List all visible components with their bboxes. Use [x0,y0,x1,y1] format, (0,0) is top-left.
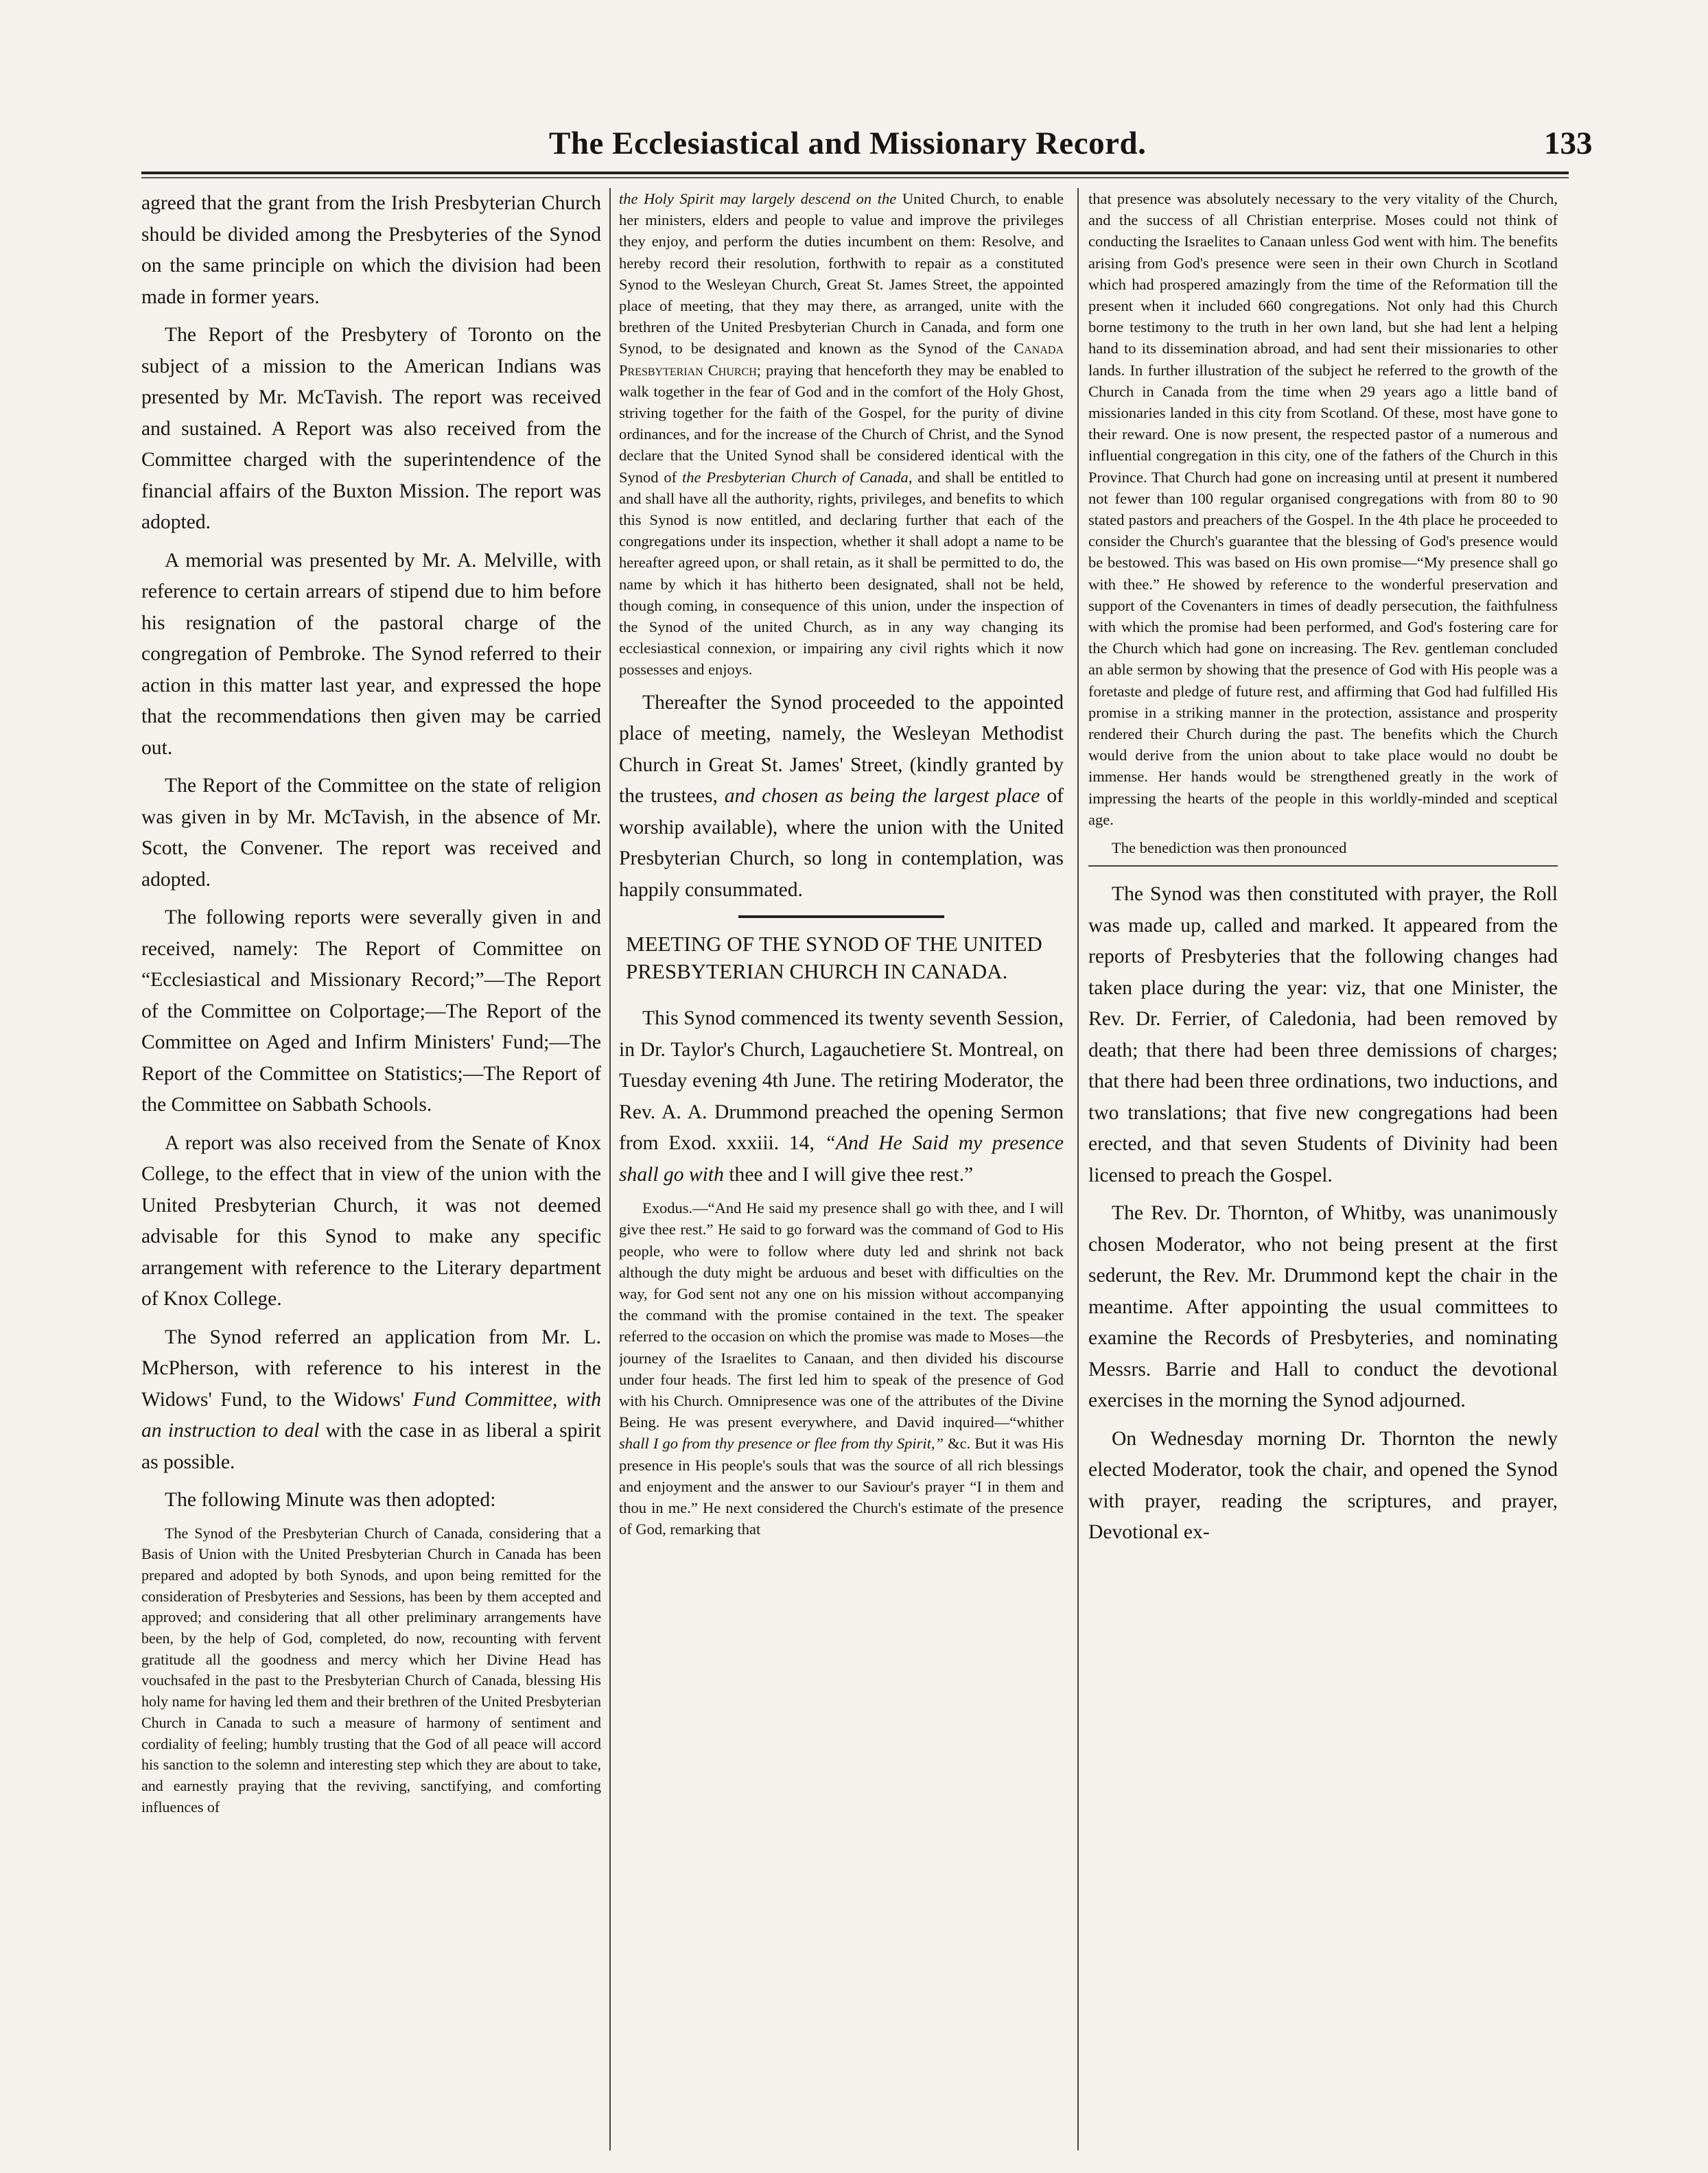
paragraph [619,1003,1064,1190]
header-rule-thin [141,177,1569,178]
page-number: 133 [1544,126,1593,161]
italic-run: Fund Committee, with an instruction to deal [141,1388,601,1442]
paragraph [141,1322,601,1479]
paragraph: A report was also received from the Senate of Knox College, to the effect that in view of the union with the United Presbyterian Church, it was not deemed advisable for this Synod to make any specific arrangement with reference to the Literary department of Knox College. [141,1131,601,1310]
text-run: Thereafter the Synod proceeded to the appointed place of meeting, namely, the Wesleyan Methodist Church in Great St. James' Street, (kindly granted by the trustees, [619,691,1064,808]
section-divider [738,915,944,918]
running-title: The Ecclesiastical and Missionary Record. [549,126,1147,161]
minute-continuation [619,188,1064,681]
paragraph: The Rev. Dr. Thornton, of Whitby, was unanimously chosen Moderator, who not being present at the first sederunt, the Rev. Mr. Drummond kept the chair in the meantime. After appointing the usual committees to examine the Records of Presbyteries, and nominating Messrs. Barrie and Hall to conduct the devotional exercises in the morning the Synod adjourned. [1088,1202,1558,1412]
paragraph: agreed that the grant from the Irish Presbyterian Church should be divided among the Presbyteries of the Synod on the same principle on which the division had been made in former years. [141,192,601,308]
text-run: The Synod referred an application from Mr. L. McPherson, with reference to his interest in the Widows' Fund, to the Widows' [141,1326,601,1411]
paragraph: The following Minute was then adopted: [165,1489,496,1511]
column-3 [1088,188,1558,2150]
header-rule [141,172,1569,174]
paragraph: The Report of the Committee on the state of religion was given in by Mr. McTavish, in the absence of Mr. Scott, the Convener. The report was received and adopted. [141,775,601,891]
separator [1088,865,1558,867]
paragraph: The benediction was then pronounced [1112,839,1347,857]
paragraph: On Wednesday morning Dr. Thornton the newly elected Moderator, took the chair, and opened the Synod with prayer, reading the scriptures, and prayer, Devotional ex- [1088,1427,1558,1544]
paragraph: The following reports were severally given in and received, namely: The Report of Committee on “Ecclesiastical and Missionary Record;”—The Report of the Committee on Colportage;—The Report of the Committee on Aged and Infirm Ministers' Fund;—The Report of the Committee on Statistics;—The Report of the Committee on Sabbath Schools. [141,906,601,1116]
text-run: United Church, to enable her ministers, elders and people to value and improve the privileges they enjoy, and perform the duties incumbent on them: Resolve, and hereby record their resolution, forthwith to repair as a constituted Synod to the Wesleyan Church, Great St. James Street, the appointed place of meeting, that they may there, as arranged, unite with the brethren of the United Presbyterian Church in Canada, and form one Synod, to be designated and known as the Synod of the [619,190,1064,357]
paragraph [619,688,1064,906]
sermon-continuation: that presence was absolutely necessary to the very vitality of the Church, and the success of all Christian enterprise. Moses could not think of conducting the Israelites to Canaan unless God went with him. The benefits arising from God's presence were seen in their own Church in Scotland which had prospered amazingly from the time of the Reformation till the present when it included 660 congregations. Not only had this Church borne testimony to the truth in her own land, but she had lent a helping hand to its dissemination abroad, and had sent their missionaries to other lands. In further illustration of the subject he referred to the growth of the Church in Canada from the time when 29 years ago a little band of missionaries landed in this city from Scotland. Of these, most have gone to their reward. One is now present, the respected pastor of a numerous and influential congregation in this city, one of the fathers of the Church in this Province. That Church had gone on increasing until at present it numbered not fewer than 100 regular organised congregations with from 80 to 90 stated pastors and preachers of the Gospel. In the 4th place he proceeded to consider the Church's guarantee that the blessing of God's presence would be bestowed. This was based on His own promise—“My presence shall go with thee.” He showed by reference to the wonderful preservation and support of the Covenanters in times of deadly persecution, the faithfulness with which the promise had been performed, and God's fostering care for the Church which had gone on increasing. The Rev. gentleman concluded an able sermon by showing that the presence of God with His people was a foretaste and pledge of future rest, and affirming that God had fulfilled His promise in a striking manner in the protection, assistance and prosperity rendered their Church during the past. The benefits which the Church would derive from the union about to take place would no doubt be immense. Her hands would be strengthened greatly in the work of impressing the hearts of the people in this worldly-minded and sceptical age. [1088,190,1558,828]
text-run: Exodus.—“And He said my presence shall go with thee, and I will give thee rest.” He said to go forward was the command of God to His people, who were to follow where duty led and shrink not back although the duty might be arduous and beset with difficulties on the way, for God sent not any one on his mission without accompanying the command with the promise contained in the text. The speaker referred to the occasion on which the promise was made to Moses—the journey of the Israelites to Canaan, and then divided his discourse under four heads. The first led him to speak of the presence of God with his Church. Omnipresence was one of the attributes of the Divine Being. He was present everywhere, and David inquired—“whither [619,1199,1064,1431]
italic-run: and chosen as being the largest place [724,785,1040,808]
sermon-summary [619,1197,1064,1540]
column-divider-1 [609,188,611,2150]
paragraph: The Synod was then constituted with prayer, the Roll was made up, called and marked. It appeared from the reports of Presbyteries that the following changes had taken place during the year: viz, that one Minister, the Rev. Dr. Ferrier, of Caledonia, had been removed by death; that there had been three demissions of charges; that there had been three ordinations, two inductions, and two translations; that five new congregations had been erected, and that seven Students of Divinity had been licensed to preach the Gospel. [1088,883,1558,1186]
column-2 [619,188,1064,2150]
text-run: This Synod commenced its twenty seventh Session, in Dr. Taylor's Church, Lagauchetiere St. Montreal, on Tuesday evening 4th June. The retiring Moderator, the Rev. A. A. Drummond preached the opening Sermon from Exod. xxxiii. 14, [619,1007,1064,1155]
church-name: Canada Presbyterian Church [619,340,1064,379]
column-divider-2 [1077,188,1079,2150]
minute-text: The Synod of the Presbyterian Church of Canada, considering that a Basis of Union with the United Presbyterian Church in Canada has been prepared and adopted by both Synods, and upon being remitted for the consideration of Presbyteries and Sessions, has been by them accepted and approved; and considering that all other preliminary arrangements have been, by the help of God, completed, do now, recounting with fervent gratitude all the goodness and mercy which her Divine Head has vouchsafed in the past to the Presbyterian Church of Canada, blessing His holy name for having led them and their brethren of the United Presbyterian Church in Canada to such a measure of harmony of sentiment and cordiality of feeling; humbly trusting that the God of all peace will accord his sanction to the solemn and interesting step which they are about to take, and earnestly praying that the reviving, sanctifying, and comforting influences of [141,1524,601,1816]
column-1 [141,188,601,2150]
italic-run: the Holy Spirit may largely descend on the [619,190,897,207]
text-run: with the case in as liberal a spirit as possible. [141,1420,601,1473]
section-heading: MEETING OF THE SYNOD OF THE UNITED PRESBYTERIAN CHURCH IN CANADA. [626,932,1042,984]
text-run: , and shall be entitled to and shall have all the authority, rights, privileges, and benefits to which this Synod is now entitled, and declaring further that each of the congregations under its inspection, whether it shall adopt a name to be hereafter agreed upon, or shall retain, as it shall be permitted to do, the name by which it has hitherto been designated, shall not be held, though coming, in consequence of this union, under the inspection of the Synod of the united Church, as in any way changing its ecclesiastical connexion, or impairing any civil rights which it now possesses and enjoys. [619,468,1064,679]
italic-run: “And He Said my presence shall go with [619,1132,1064,1186]
paragraph: The Report of the Presbytery of Toronto on the subject of a mission to the American Indians was presented by Mr. McTavish. The report was received and sustained. A Report was also received from the Committee charged with the superintendence of the financial affairs of the Buxton Mission. The report was adopted. [141,324,601,533]
text-run: of worship available), where the union with the United Presbyterian Church, so long in contemplation, was happily consummated. [619,785,1064,901]
italic-run: shall I go from thy presence or flee from thy Spirit,” [619,1435,944,1453]
text-run: thee and I will give thee rest.” [723,1163,974,1186]
paragraph: A memorial was presented by Mr. A. Melville, with reference to certain arrears of stipend due to him before his resignation of the pastoral charge of the congregation of Pembroke. The Synod referred to their action in this matter last year, and expressed the hope that the recommendations then given may be carried out. [141,549,601,759]
text-run: ; praying that henceforth they may be enabled to walk together in the fear of God and in the comfort of the Holy Ghost, striving together for the faith of the Gospel, for the purity of divine ordinances, and for the increase of the Church of Christ, and the Synod declare that the United Synod shall be considered identical with the Synod of [619,361,1064,486]
text-run: &c. But it was His presence in His people's souls that was the source of all rich blessings and enjoyment and the answer to our Saviour's prayer “I in them and thou in me.” He next considered the Church's estimate of the presence of God, remarking that [619,1435,1064,1538]
italic-run: the Presbyterian Church of Canada [682,468,909,486]
